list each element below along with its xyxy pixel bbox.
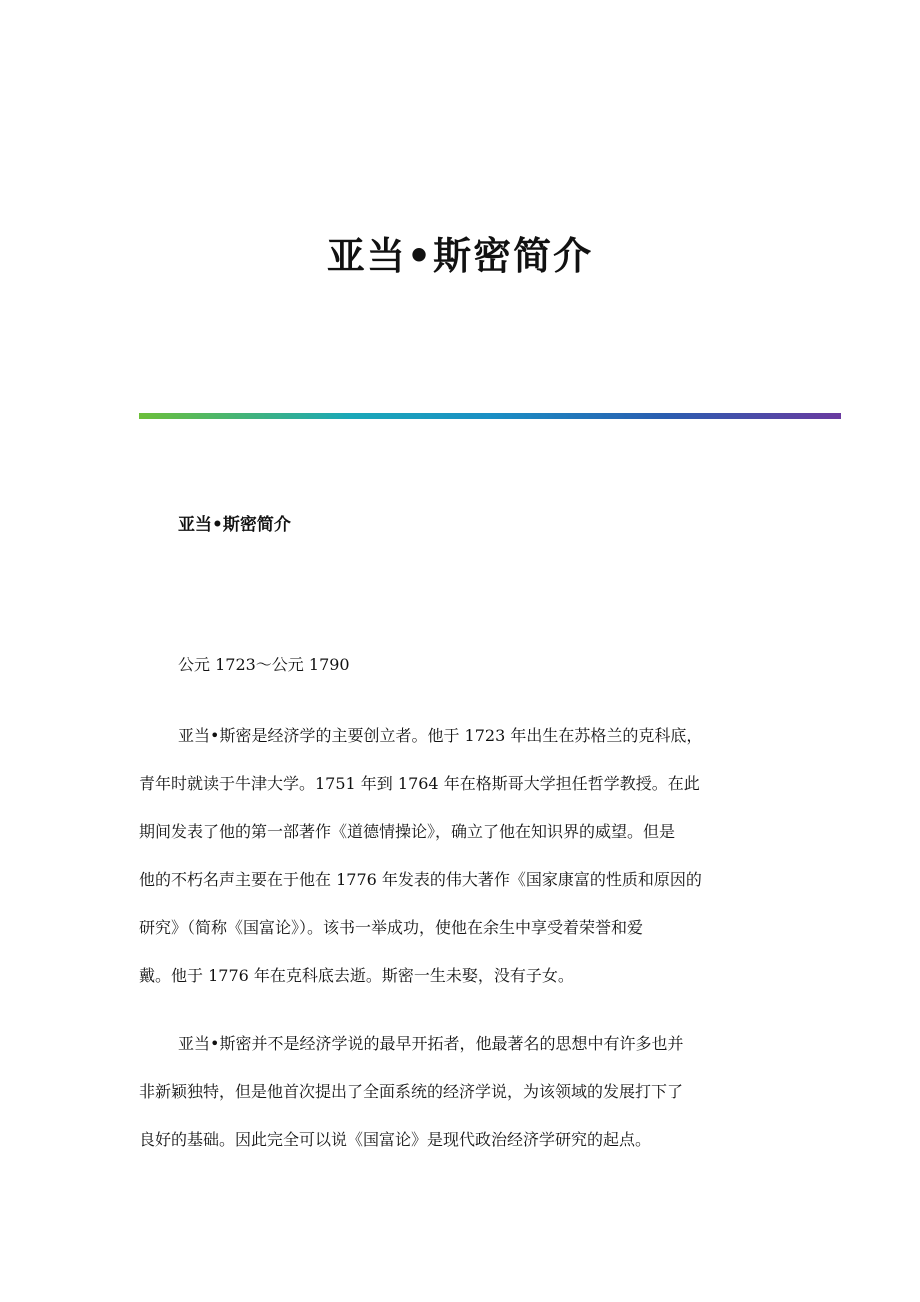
paragraph-line: 戴。他于 1776 年在克科底去逝。斯密一生未娶，没有子女。 xyxy=(139,966,574,985)
document-title: 亚当•斯密简介 xyxy=(326,233,594,278)
paragraph-line: 他的不朽名声主要在于他在 1776 年发表的伟大著作《国家康富的性质和原因的 xyxy=(139,870,702,889)
paragraph-line: 非新颖独特，但是他首次提出了全面系统的经济学说，为该领域的发展打下了 xyxy=(139,1082,684,1101)
paragraph-line: 期间发表了他的第一部著作《道德情操论》，确立了他在知识界的威望。但是 xyxy=(139,822,676,841)
paragraph-significance xyxy=(139,1020,789,1164)
paragraph-line: 良好的基础。因此完全可以说《国富论》是现代政治经济学研究的起点。 xyxy=(139,1130,652,1149)
paragraph-line: 亚当•斯密并不是经济学说的最早开拓者，他最著名的思想中有许多也并 xyxy=(178,1034,684,1053)
paragraph-line: 亚当•斯密是经济学的主要创立者。他于 1723 年出生在苏格兰的克科底， xyxy=(178,726,703,745)
paragraph-line: 青年时就读于牛津大学。1751 年到 1764 年在格斯哥大学担任哲学教授。在此 xyxy=(139,774,700,793)
section-heading: 亚当•斯密简介 xyxy=(178,515,291,535)
paragraph-line: 研究》（简称《国富论》）。该书一举成功，使他在余生中享受着荣誉和爱 xyxy=(139,918,644,937)
life-dates: 公元 1723～公元 1790 xyxy=(178,655,350,674)
paragraph-biography xyxy=(139,712,789,1000)
gradient-divider xyxy=(139,413,841,419)
